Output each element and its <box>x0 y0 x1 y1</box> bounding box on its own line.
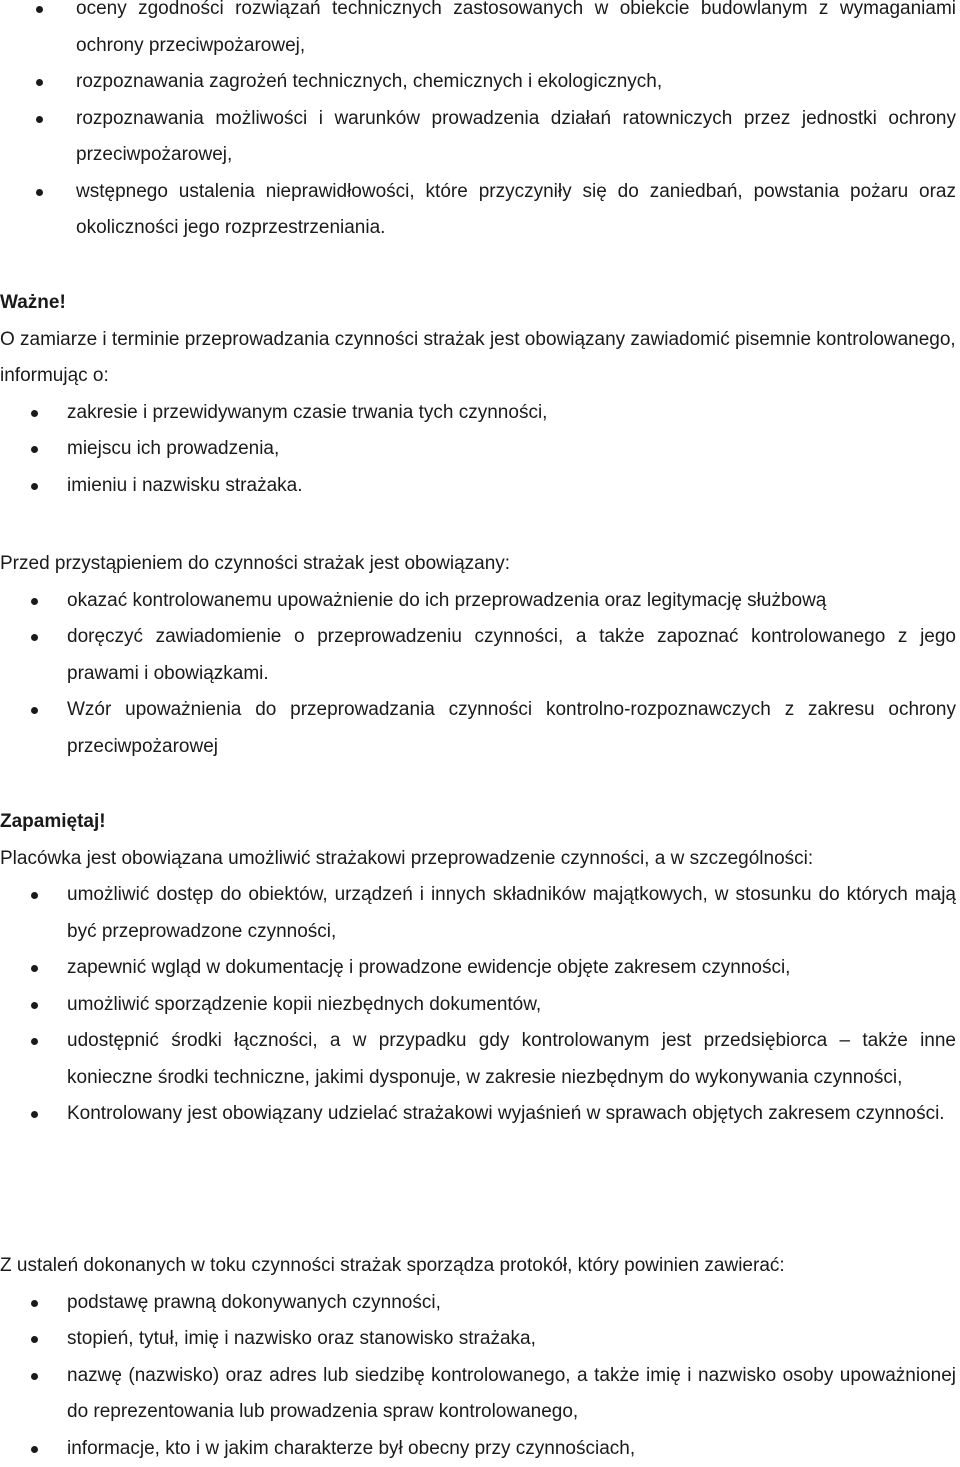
list-item: nazwę (nazwisko) oraz adres lub siedzibę kontrolowanego, a także imię i nazwisko osoby upoważnionej do reprezentowania lub prowadzenia spraw kontrolowanego, <box>0 1358 960 1431</box>
list-item: umożliwić dostęp do obiektów, urządzeń i innych składników majątkowych, w stosunku do których mają być przeprowadzone czynności, <box>0 877 960 950</box>
list-item: okazać kontrolowanemu upoważnienie do ich przeprowadzenia oraz legitymację służbową <box>0 583 960 620</box>
list-item: zapewnić wgląd w dokumentację i prowadzone ewidencje objęte zakresem czynności, <box>0 950 960 987</box>
bullet-icon <box>31 1002 38 1009</box>
bullet-icon <box>31 446 38 453</box>
list-item: Wzór upoważnienia do przeprowadzania czynności kontrolno-rozpoznawczych z zakresu ochrony przeciwpożarowej <box>0 692 960 765</box>
bullet-icon <box>31 1111 38 1118</box>
bullet-icon <box>36 116 43 123</box>
bullet-icon <box>31 1336 38 1343</box>
bullet-icon <box>31 483 38 490</box>
bullet-icon <box>36 189 43 196</box>
bullet-icon <box>31 892 38 899</box>
bullet-icon <box>31 1038 38 1045</box>
list-item: doręczyć zawiadomienie o przeprowadzeniu czynności, a także zapoznać kontrolowanego z jego prawami i obowiązkami. <box>0 619 960 692</box>
bullet-icon <box>31 707 38 714</box>
list-item: Kontrolowany jest obowiązany udzielać strażakowi wyjaśnień w sprawach objętych zakresem czynności. <box>0 1096 960 1133</box>
bullet-list <box>0 395 960 505</box>
bullet-list <box>0 583 960 766</box>
bullet-icon <box>31 410 38 417</box>
section-heading: Zapamiętaj! <box>0 804 960 841</box>
section-protocol <box>0 1248 960 1467</box>
bullet-list <box>0 877 960 1133</box>
section-important <box>0 285 960 504</box>
section-heading: Ważne! <box>0 285 960 322</box>
list-item: podstawę prawną dokonywanych czynności, <box>0 1285 960 1322</box>
list-item: umożliwić sporządzenie kopii niezbędnych dokumentów, <box>0 987 960 1024</box>
list-item: imieniu i nazwisku strażaka. <box>0 468 960 505</box>
section-intro: O zamiarze i terminie przeprowadzania czynności strażak jest obowiązany zawiadomić pisemnie kontrolowanego, informując o: <box>0 322 960 395</box>
bullet-icon <box>31 965 38 972</box>
section-competencies <box>0 0 960 247</box>
section-before-activities <box>0 546 960 765</box>
bullet-icon <box>31 1373 38 1380</box>
bullet-icon <box>36 6 43 13</box>
list-item: rozpoznawania zagrożeń technicznych, chemicznych i ekologicznych, <box>0 64 960 101</box>
list-item: wstępnego ustalenia nieprawidłowości, które przyczyniły się do zaniedbań, powstania pożaru oraz okoliczności jego rozprzestrzeniania. <box>0 174 960 247</box>
list-item: stopień, tytuł, imię i nazwisko oraz stanowisko strażaka, <box>0 1321 960 1358</box>
bullet-icon <box>31 1300 38 1307</box>
bullet-icon <box>31 1446 38 1453</box>
bullet-icon <box>31 634 38 641</box>
list-item: udostępnić środki łączności, a w przypadku gdy kontrolowanym jest przedsiębiorca – także inne konieczne środki techniczne, jakimi dysponuje, w zakresie niezbędnym do wykonywania czynności, <box>0 1023 960 1096</box>
list-item: informacje, kto i w jakim charakterze był obecny przy czynnościach, <box>0 1431 960 1467</box>
section-intro: Przed przystąpieniem do czynności strażak jest obowiązany: <box>0 546 960 583</box>
section-intro: Z ustaleń dokonanych w toku czynności strażak sporządza protokół, który powinien zawierać: <box>0 1248 960 1285</box>
section-intro: Placówka jest obowiązana umożliwić strażakowi przeprowadzenie czynności, a w szczególności: <box>0 841 960 878</box>
bullet-icon <box>36 79 43 86</box>
bullet-list <box>0 0 960 247</box>
bullet-icon <box>31 598 38 605</box>
bullet-list <box>0 1285 960 1467</box>
list-item: rozpoznawania możliwości i warunków prowadzenia działań ratowniczych przez jednostki ochrony przeciwpożarowej, <box>0 101 960 174</box>
list-item: oceny zgodności rozwiązań technicznych zastosowanych w obiekcie budowlanym z wymaganiami ochrony przeciwpożarowej, <box>0 0 960 64</box>
list-item: zakresie i przewidywanym czasie trwania tych czynności, <box>0 395 960 432</box>
section-remember <box>0 804 960 1133</box>
list-item: miejscu ich prowadzenia, <box>0 431 960 468</box>
